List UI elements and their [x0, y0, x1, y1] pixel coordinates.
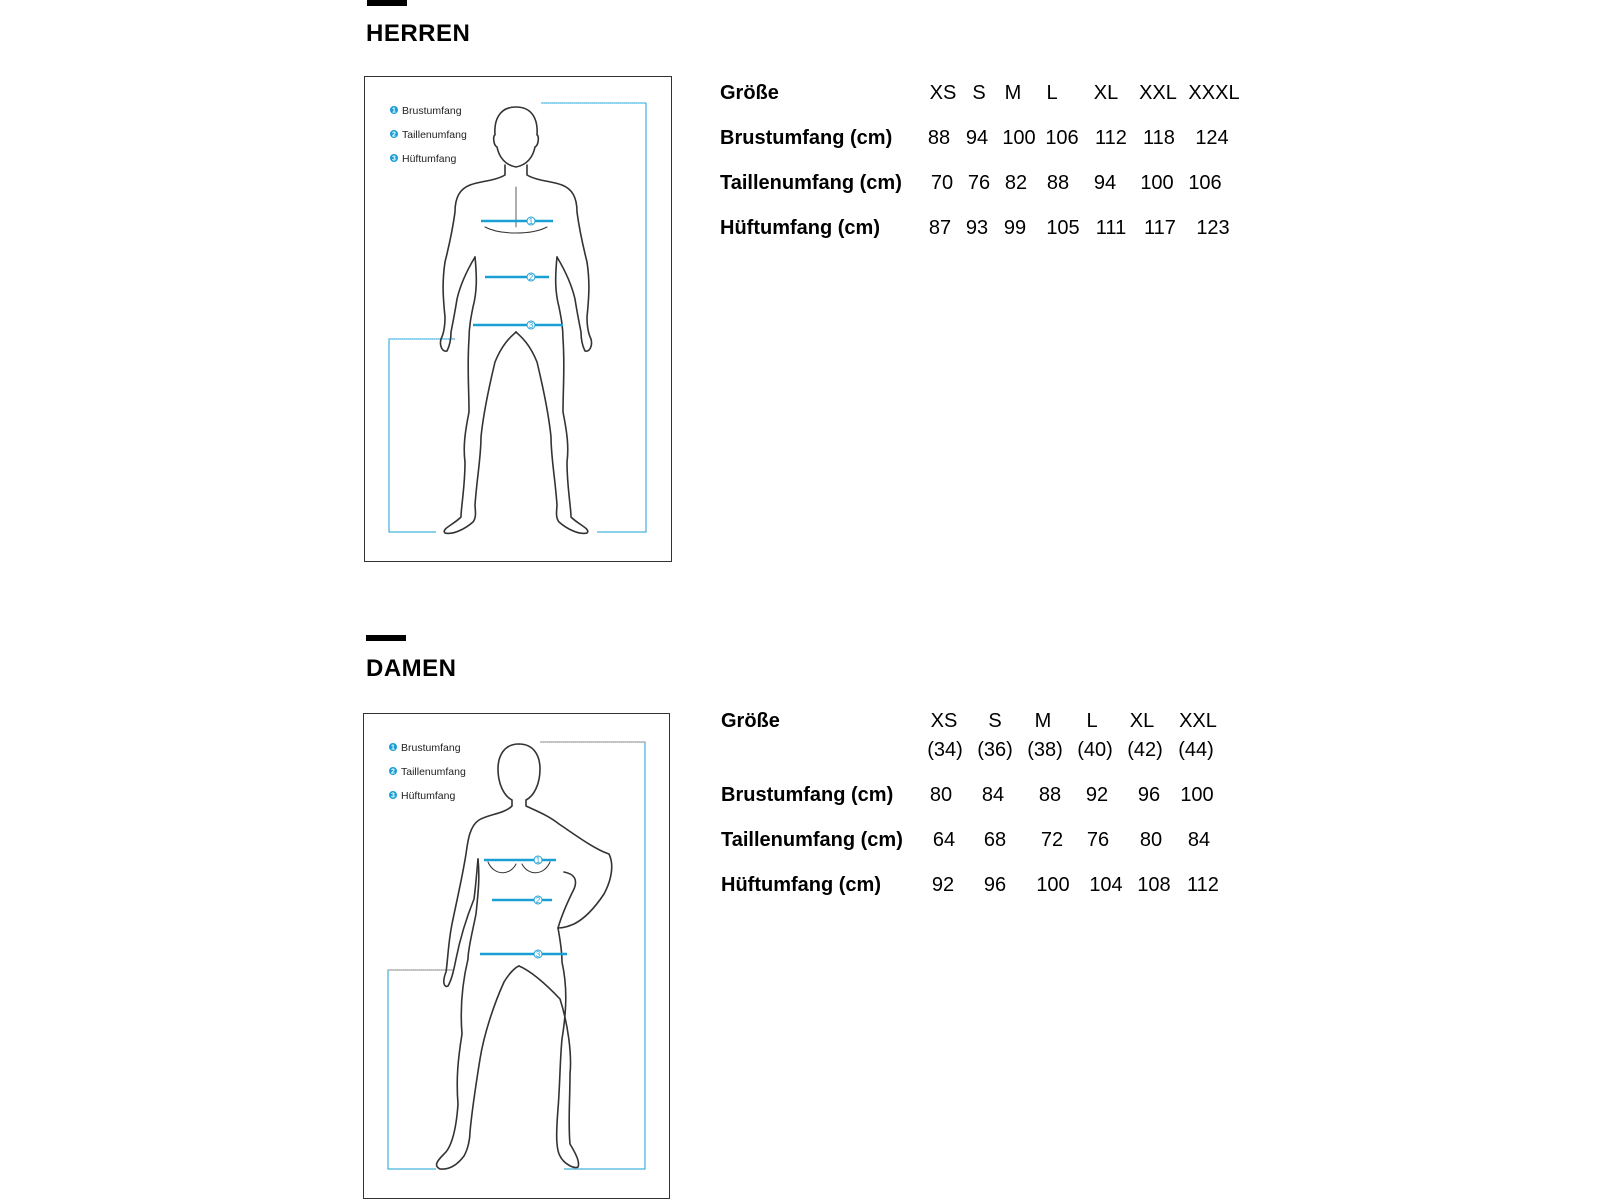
damen-cell: 100 [1036, 874, 1070, 896]
herren-size-header: L [1046, 82, 1058, 104]
herren-cell: 118 [1143, 127, 1175, 149]
damen-cell: 88 [1038, 784, 1062, 806]
damen-cell: 72 [1040, 829, 1064, 851]
damen-cell: 100 [1180, 784, 1214, 806]
damen-eu-size: (36) [977, 739, 1013, 761]
damen-size-header: M [1034, 710, 1052, 732]
herren-size-header: XXXL [1188, 82, 1240, 104]
damen-size-header: S [988, 710, 1002, 732]
female-body-illustration [364, 714, 669, 1198]
herren-size-header: XL [1093, 82, 1119, 104]
damen-legend-num-2: 2 [391, 768, 395, 776]
herren-cell: 112 [1095, 127, 1127, 149]
herren-cell: 88 [1046, 172, 1070, 194]
herren-cell: 88 [927, 127, 951, 149]
damen-legend [389, 742, 466, 802]
herren-size-label: Größe [720, 82, 779, 104]
herren-size-header: XS [929, 82, 957, 104]
herren-size-header: S [972, 82, 986, 104]
damen-height-brackets [388, 742, 645, 1169]
damen-cell: 76 [1086, 829, 1110, 851]
herren-cell: 87 [928, 217, 952, 239]
herren-row-label-chest: Brustumfang (cm) [720, 127, 893, 149]
herren-measurement-markers [527, 217, 535, 330]
herren-cell: 111 [1095, 217, 1127, 239]
damen-size-header: XXL [1179, 710, 1217, 732]
damen-heading: DAMEN [366, 655, 457, 682]
damen-cell: 104 [1089, 874, 1123, 896]
damen-marker-2: 2 [535, 896, 541, 905]
herren-legend-num-1: 1 [392, 107, 396, 115]
herren-cell: 94 [965, 127, 989, 149]
damen-figure-panel [363, 713, 670, 1199]
herren-size-header: M [1004, 82, 1022, 104]
herren-marker-3: 3 [528, 321, 534, 330]
herren-legend-num-3: 3 [392, 155, 396, 163]
herren-marker-1: 1 [528, 217, 534, 226]
herren-legend-label-1: Brustumfang [402, 105, 462, 117]
damen-cell: 80 [1139, 829, 1163, 851]
damen-legend-label-2: Taillenumfang [401, 766, 466, 778]
damen-eu-size: (44) [1178, 739, 1214, 761]
herren-legend-num-2: 2 [392, 131, 396, 139]
herren-measurement-lines [473, 221, 563, 325]
damen-cell: 84 [981, 784, 1005, 806]
damen-legend-label-3: Hüftumfang [401, 790, 456, 802]
damen-size-label: Größe [721, 710, 780, 732]
herren-cell: 106 [1188, 172, 1222, 194]
damen-legend-label-1: Brustumfang [401, 742, 461, 754]
damen-cell: 92 [1085, 784, 1109, 806]
damen-size-header: XS [930, 710, 958, 732]
damen-cell: 80 [929, 784, 953, 806]
damen-eu-size: (42) [1127, 739, 1163, 761]
damen-marker-3: 3 [535, 950, 541, 959]
herren-cell: 76 [967, 172, 991, 194]
damen-eu-size: (34) [927, 739, 963, 761]
damen-row-label-waist: Taillenumfang (cm) [721, 829, 903, 851]
damen-cell: 112 [1187, 874, 1219, 896]
damen-cell: 96 [1137, 784, 1161, 806]
herren-legend-label-3: Hüftumfang [402, 153, 457, 165]
herren-cell: 123 [1196, 217, 1230, 239]
damen-legend-num-1: 1 [391, 744, 395, 752]
damen-cell: 64 [932, 829, 956, 851]
damen-heading-bar [366, 635, 406, 641]
herren-cell: 100 [1140, 172, 1174, 194]
damen-marker-1: 1 [535, 856, 541, 865]
herren-size-header: XXL [1139, 82, 1177, 104]
damen-cell: 84 [1187, 829, 1211, 851]
female-figure-outline [437, 744, 612, 1169]
damen-cell: 108 [1137, 874, 1171, 896]
herren-marker-2: 2 [528, 273, 534, 282]
herren-cell: 99 [1003, 217, 1027, 239]
herren-heading-bar [367, 0, 407, 6]
male-figure-outline [440, 107, 591, 533]
herren-cell: 70 [930, 172, 954, 194]
damen-size-header: L [1086, 710, 1098, 732]
herren-cell: 124 [1195, 127, 1229, 149]
herren-cell: 117 [1144, 217, 1176, 239]
herren-figure-panel [364, 76, 672, 562]
damen-eu-size: (40) [1077, 739, 1113, 761]
herren-cell: 100 [1002, 127, 1036, 149]
herren-legend-label-2: Taillenumfang [402, 129, 467, 141]
herren-row-label-waist: Taillenumfang (cm) [720, 172, 902, 194]
damen-measurement-lines [480, 860, 567, 954]
herren-cell: 105 [1046, 217, 1080, 239]
herren-cell: 106 [1045, 127, 1079, 149]
herren-cell: 82 [1004, 172, 1028, 194]
damen-cell: 92 [931, 874, 955, 896]
herren-cell: 93 [965, 217, 989, 239]
herren-row-label-hip: Hüftumfang (cm) [720, 217, 880, 239]
herren-heading: HERREN [366, 20, 471, 47]
damen-row-label-hip: Hüftumfang (cm) [721, 874, 881, 896]
damen-size-header: XL [1129, 710, 1155, 732]
damen-eu-size: (38) [1027, 739, 1063, 761]
herren-cell: 94 [1093, 172, 1117, 194]
male-body-illustration [365, 77, 671, 561]
damen-row-label-chest: Brustumfang (cm) [721, 784, 894, 806]
damen-legend-num-3: 3 [391, 792, 395, 800]
damen-cell: 68 [983, 829, 1007, 851]
herren-legend [390, 105, 467, 165]
damen-cell: 96 [983, 874, 1007, 896]
